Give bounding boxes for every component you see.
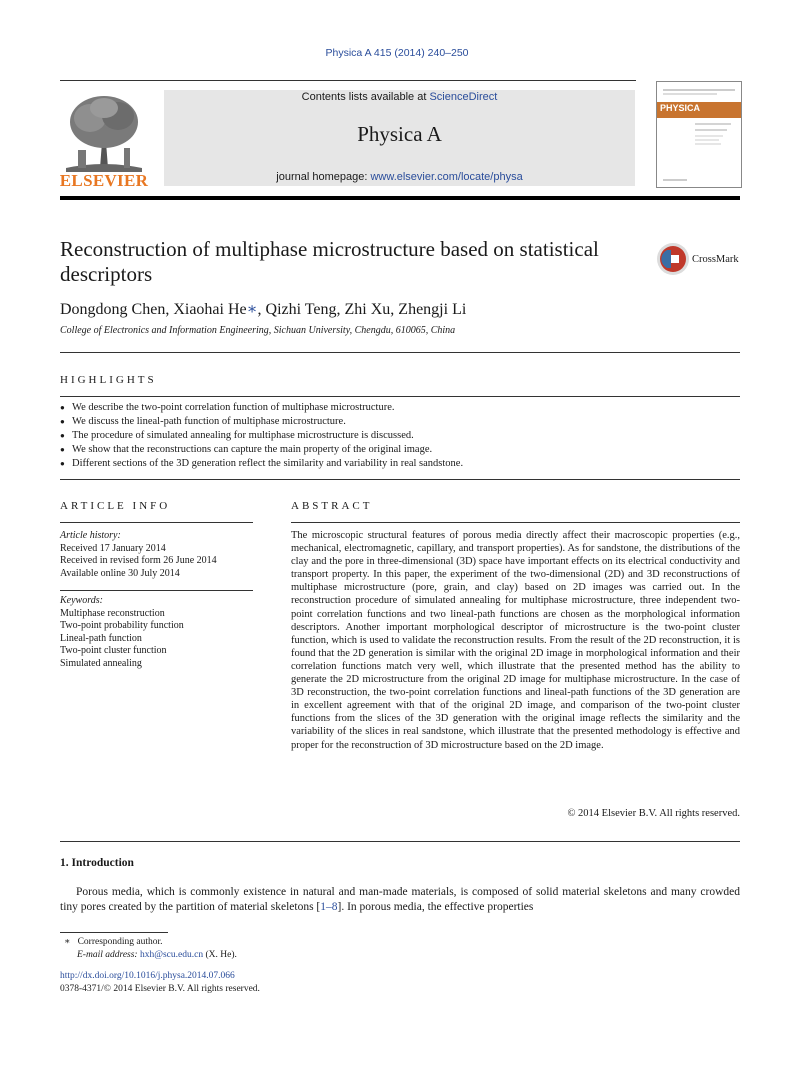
history-item: Received in revised form 26 June 2014 [60,555,217,566]
corresponding-author-mark[interactable]: ∗ [246,301,258,318]
keyword-item: Lineal-path function [60,632,142,644]
authors-part-1: Dongdong Chen, Xiaohai He [60,301,247,318]
issn-line: 0378-4371/© 2014 Elsevier B.V. All rights reserved. [60,984,260,994]
header-thick-rule [60,196,740,200]
cover-lines-icon [657,82,741,187]
email-label: E-mail address: [77,950,140,960]
affiliation: College of Electronics and Information Engineering, Sichuan University, Chengdu, 610065, China [60,325,456,336]
footnote-email [77,950,237,960]
highlights-list [60,401,740,471]
crossmark-icon[interactable] [656,242,690,276]
intro-text-part-1: Porous media, which is commonly existence in natural and man-made materials, is composed of solid material skeletons and many crowded tiny pores created by the partition of material skeletons [ [60,886,740,913]
history-label: Article history: [60,530,121,541]
introduction-text [60,885,740,915]
keyword-item: Multiphase reconstruction [60,607,165,619]
abstract-heading: ABSTRACT [291,500,373,512]
highlight-item: ● We describe the two-point correlation function of multiphase microstructure. [60,401,740,415]
authors-part-2: , Qizhi Teng, Zhi Xu, Zhengji Li [257,301,467,318]
homepage-prefix: journal homepage: [276,171,371,183]
history-item: Available online 30 July 2014 [60,567,180,579]
corresponding-author-text: Corresponding author. [77,937,163,947]
article-info-heading: ARTICLE INFO [60,500,171,512]
author-list [60,299,466,319]
abstract-text: The microscopic structural features of porous media directly affect their macroscopic properties (e.g., mechanical, electromagnetic, capillary, and transport properties). As for sandstone, the distributions of the clay and the pore in three-dimensional (3D) space have important effects on its electrical conductivity and transport property. In this paper, the experiment of the two-dimensional (2D) and 3D reconstructions of multiphase microstructure (pore, grain, and clay) based on 2D images was carried out. In the reconstruction procedure of simulated annealing for multiphase microstructure, three independent two-point correlation functions and two lineal-path functions are chosen as the morphological information descriptors. Another important morphological descriptor of microstructure is the two-point cluster function, which is used to validate the reconstruction results. From the result of the 2D reconstruction, it is found that the 2D generation is similar with the original 2D image in morphological information and their correlation functions match very well, which illustrate that the presented method has the ability to generate the 2D microstructure from the original 2D image for multiphase microstructure. In the case of 3D reconstruction, the two-point correlation functions and lineal-path functions of the 3D generation are in excellent agreement with that of the original 2D image, and comparison of the two-point cluster functions from the slices of the 3D generation with the original image reflects the similarity and the variability of the slices in real sandstone, which illustrate that the presented methodology is effective and proper for the reconstruction of 3D microstructure based on the 2D image. [291,530,740,751]
journal-cover-thumbnail[interactable] [656,81,742,188]
keywords [60,595,253,670]
doi-link[interactable]: http://dx.doi.org/10.1016/j.physa.2014.07.066 [60,971,235,981]
highlight-item: ● The procedure of simulated annealing for multiphase microstructure is discussed. [60,429,740,443]
article-title: Reconstruction of multiphase microstructure based on statistical descriptors [60,237,599,286]
highlight-item: ● We discuss the lineal-path function of multiphase microstructure. [60,415,740,429]
intro-text-part-2: ]. In porous media, the effective properties [337,901,534,913]
contents-prefix: Contents lists available at [301,91,430,103]
footnote-rule [60,932,168,933]
homepage-link[interactable]: www.elsevier.com/locate/physa [370,171,523,183]
footnote-corresponding [64,936,163,947]
contents-line [164,91,635,103]
section-rule [60,841,740,842]
email-link[interactable]: hxh@scu.edu.cn [139,950,204,960]
highlights-heading: HIGHLIGHTS [60,374,157,386]
article-history [60,530,253,580]
keywords-label: Keywords: [60,595,103,606]
email-suffix: (X. He). [203,950,237,960]
highlight-item: ● We show that the reconstructions can capture the main property of the original image. [60,443,740,457]
elsevier-wordmark: ELSEVIER [59,171,149,190]
article-info-rule [60,522,253,523]
article-info-divider [60,590,253,591]
highlight-item: ● Different sections of the 3D generation reflect the similarity and variability in real sandstone. [60,457,740,471]
abstract-copyright: © 2014 Elsevier B.V. All rights reserved. [567,808,740,819]
keyword-item: Two-point cluster function [60,645,167,656]
journal-title: Physica A [357,122,442,146]
introduction-heading: 1. Introduction [60,857,134,869]
sciencedirect-link[interactable]: ScienceDirect [429,91,498,103]
section-rule [60,352,740,353]
homepage-line [164,171,635,183]
keyword-item: Two-point probability function [60,620,184,631]
footnote-mark: ∗ [64,937,71,947]
crossmark-label[interactable]: CrossMark [692,254,739,265]
cover-word: PHYSICA [660,103,701,113]
section-rule [60,479,740,480]
keyword-item: Simulated annealing [60,657,142,669]
journal-reference[interactable]: Physica A 415 (2014) 240–250 [325,47,469,59]
abstract-rule [291,522,740,523]
highlights-rule [60,396,740,397]
history-item: Received 17 January 2014 [60,542,166,554]
header-top-rule [60,80,636,81]
citation-link[interactable]: 1–8 [320,901,338,913]
